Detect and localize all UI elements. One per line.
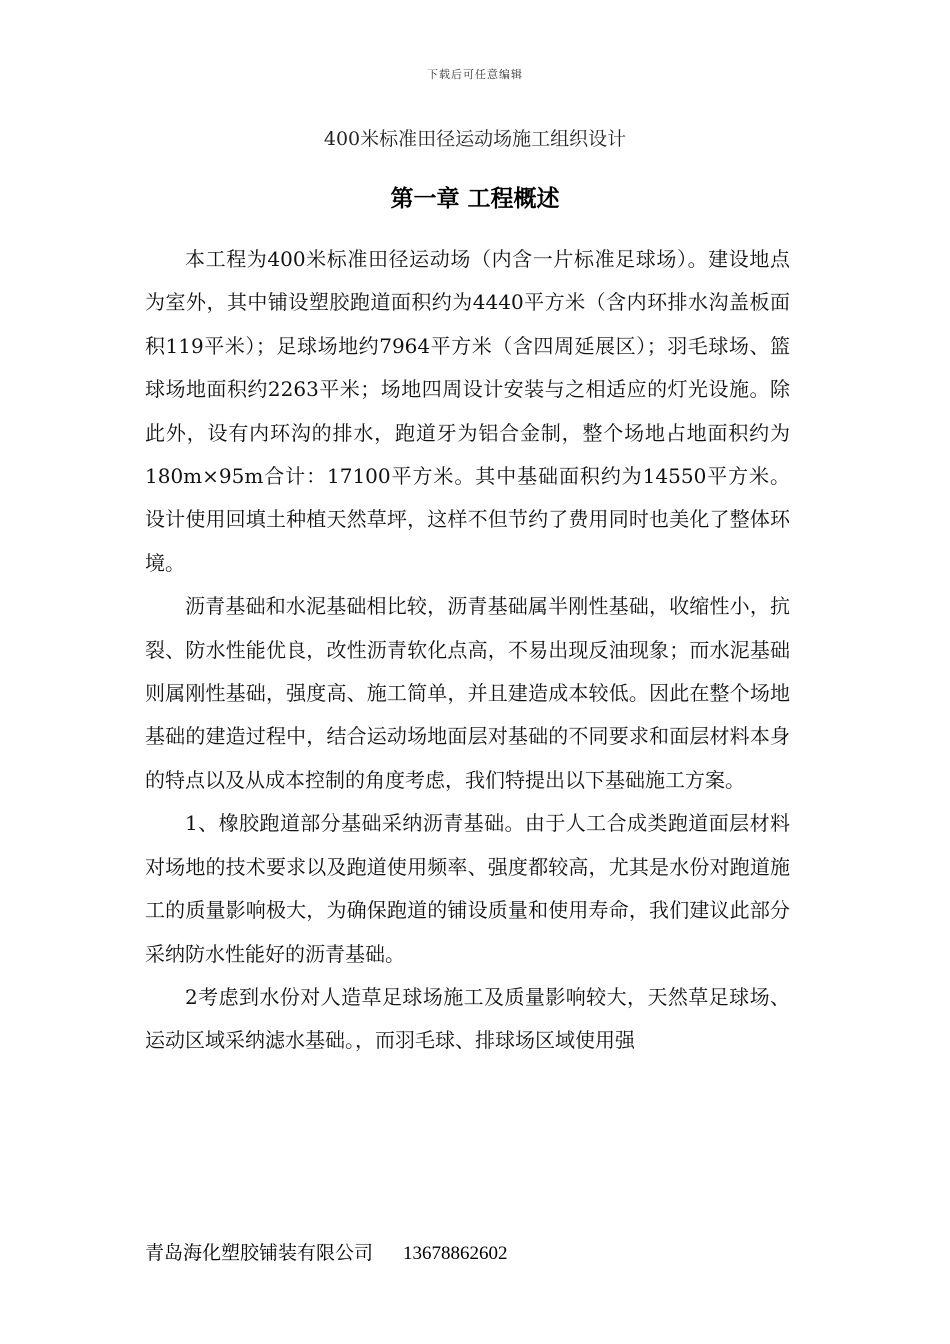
header-note: 下载后可任意编辑 xyxy=(427,68,523,81)
paragraph-3: 1、橡胶跑道部分基础采纳沥青基础。由于人工合成类跑道面层材料对场地的技术要求以及跑道使用频率、强度都较高，尤其是水份对跑道施工的质量影响极大，为确保跑道的铺设质量和使用寿命，我们建议此部分采纳防水性能好的沥青基础。 xyxy=(145,811,790,966)
paragraph-1: 本工程为400米标准田径运动场（内含一片标准足球场）。建设地点为室外，其中铺设塑胶跑道面积约为4440平方米（含内环排水沟盖板面积119平米）；足球场地约7964平方米（含四周延展区）；羽毛球场、篮球场地面积约2263平米；场地四周设计安装与之相适应的灯光设施。除此外，设有内环沟的排水，跑道牙为铝合金制，整个场地占地面积约为180m×95m合计：17100平方米。其中基础面积约为14550平方米。设计使用回填土种植天然草坪，这样不但节约了费用同时也美化了整体环境。 xyxy=(145,247,790,575)
chapter-title: 第一章 工程概述 xyxy=(390,186,560,212)
footer-phone: 13678862602 xyxy=(403,1243,508,1264)
document-body xyxy=(145,238,790,1063)
paragraph-4: 2考虑到水份对人造草足球场施工及质量影响较大，天然草足球场、运动区域采纳滤水基础。，而羽毛球、排球场区域使用强 xyxy=(145,984,790,1053)
paragraph-2: 沥青基础和水泥基础相比较，沥青基础属半刚性基础，收缩性小，抗裂、防水性能优良，改性沥青软化点高，不易出现反油现象；而水泥基础则属刚性基础，强度高、施工简单，并且建造成本较低。因此在整个场地基础的建造过程中，结合运动场地面层对基础的不同要求和面层材料本身的特点以及从成本控制的角度考虑，我们特提出以下基础施工方案。 xyxy=(145,594,790,792)
footer-company: 青岛海化塑胶铺装有限公司 xyxy=(145,1242,374,1264)
footer xyxy=(145,1238,790,1265)
document-title: 400米标准田径运动场施工组织设计 xyxy=(323,128,627,150)
